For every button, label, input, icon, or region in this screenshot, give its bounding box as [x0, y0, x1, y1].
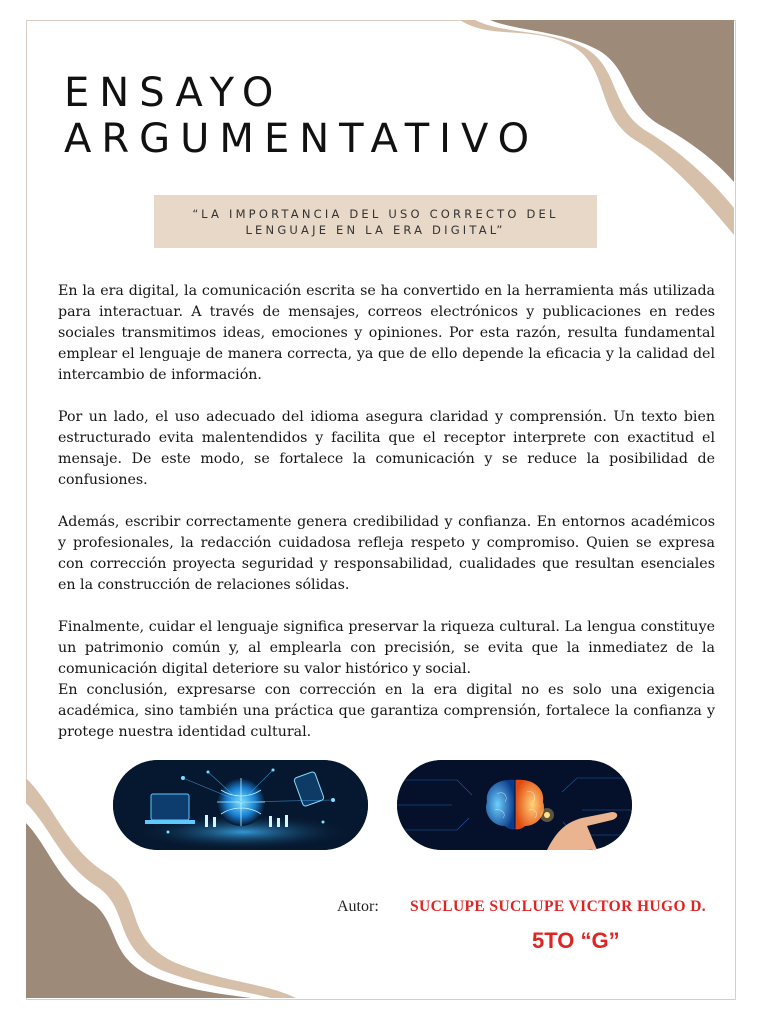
network-illustration-icon	[113, 760, 368, 850]
essay-body	[58, 281, 715, 743]
paragraph-conclusion: En conclusión, expresarse con corrección en la era digital no es solo una exigencia académica, sino también una práctica que garantiza comprensión, fortalece la confianza y protege nuestra identidad cultural.	[58, 682, 715, 740]
title-line-1: ENSAYO	[64, 70, 284, 116]
paragraph-culture: Finalmente, cuidar el lenguaje significa preservar la riqueza cultural. La lengua constituye un patrimonio común y, al emplearla con precisión, se evita que la inmediatez de la comunicación digital deteriore su valor histórico y social.	[58, 619, 715, 677]
author-name: SUCLUPE SUCLUPE VICTOR HUGO D.	[410, 898, 707, 915]
brain-technology-image	[397, 760, 632, 850]
essay-subtitle: “LA IMPORTANCIA DEL USO CORRECTO DEL LENGUAJE EN LA ERA DIGITAL”	[192, 206, 559, 237]
paragraph-intro: En la era digital, la comunicación escrita se ha convertido en la herramienta más utilizada para interactuar. A través de mensajes, correos electrónicos y publicaciones en redes sociales transmitimos ideas, emociones y opiniones. Por esta razón, resulta fundamental emplear el lenguaje de manera correcta, ya que de ello depende la eficacia y la calidad del intercambio de información.	[58, 283, 715, 383]
brain-illustration-icon	[397, 760, 632, 850]
paragraph-clarity: Por un lado, el uso adecuado del idioma asegura claridad y comprensión. Un texto bien estructurado evita malentendidos y facilita que el receptor interprete con exactitud el mensaje. De este modo, se fortalece la comunicación y se reduce la posibilidad de confusiones.	[58, 409, 715, 488]
grade-label: 5TO “G”	[532, 928, 620, 953]
paragraph-credibility: Además, escribir correctamente genera credibilidad y confianza. En entornos académicos y profesionales, la redacción cuidadosa refleja respeto y compromiso. Quien se expresa con corrección proyecta seguridad y responsabilidad, cualidades que resultan esenciales en la construcción de relaciones sólidas.	[58, 514, 715, 593]
title-line-2: ARGUMENTATIVO	[64, 116, 540, 162]
digital-network-image	[113, 760, 368, 850]
author-label: Autor:	[337, 898, 379, 915]
subtitle-box	[154, 195, 597, 248]
essay-title	[64, 70, 539, 162]
